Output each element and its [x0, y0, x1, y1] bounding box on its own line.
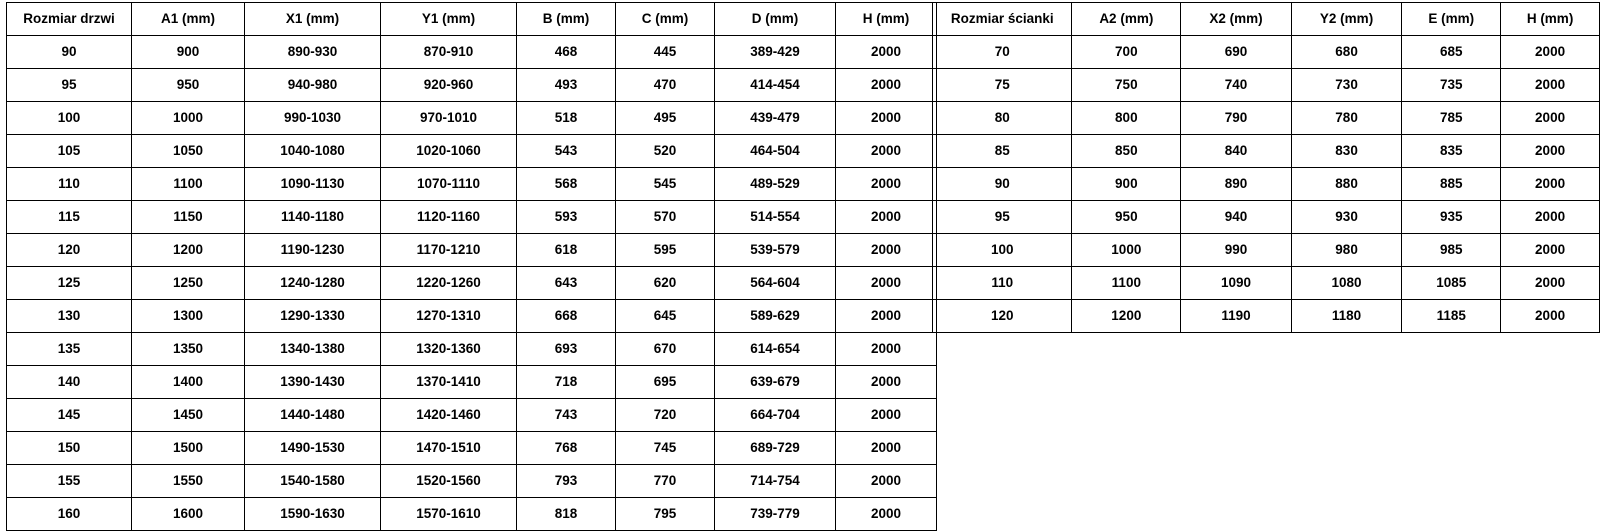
- wall-cell: 985: [1402, 234, 1501, 267]
- wall-cell: 785: [1402, 102, 1501, 135]
- doors-cell: 1150: [132, 201, 245, 234]
- wall-cell: 2000: [1501, 102, 1600, 135]
- wall-cell: 90: [933, 168, 1072, 201]
- doors-cell: 870-910: [381, 36, 517, 69]
- doors-cell: 1490-1530: [245, 432, 381, 465]
- wall-cell: 740: [1181, 69, 1292, 102]
- wall-cell: 690: [1181, 36, 1292, 69]
- wall-cell: 1085: [1402, 267, 1501, 300]
- wall-cell: 80: [933, 102, 1072, 135]
- wall-cell: 930: [1291, 201, 1402, 234]
- table-row: [7, 234, 937, 267]
- wall-cell: 2000: [1501, 234, 1600, 267]
- doors-cell: 2000: [836, 399, 937, 432]
- doors-cell: 795: [616, 498, 715, 531]
- wall-cell: 850: [1072, 135, 1181, 168]
- table-header-row: [933, 3, 1600, 36]
- doors-cell: 1570-1610: [381, 498, 517, 531]
- wall-table-header: [933, 3, 1600, 36]
- wall-cell: 2000: [1501, 267, 1600, 300]
- wall-cell: 940: [1181, 201, 1292, 234]
- wall-cell: 1100: [1072, 267, 1181, 300]
- doors-cell: 970-1010: [381, 102, 517, 135]
- wall-cell: 2000: [1501, 36, 1600, 69]
- doors-cell: 1440-1480: [245, 399, 381, 432]
- table-row: [7, 36, 937, 69]
- doors-cell: 990-1030: [245, 102, 381, 135]
- doors-cell: 2000: [836, 267, 937, 300]
- doors-cell: 1090-1130: [245, 168, 381, 201]
- doors-cell: 2000: [836, 333, 937, 366]
- doors-cell: 2000: [836, 69, 937, 102]
- wall-cell: 830: [1291, 135, 1402, 168]
- doors-cell: 514-554: [715, 201, 836, 234]
- doors-cell: 493: [517, 69, 616, 102]
- table-row: [933, 300, 1600, 333]
- wall-cell: 880: [1291, 168, 1402, 201]
- wall-cell: 700: [1072, 36, 1181, 69]
- doors-cell: 568: [517, 168, 616, 201]
- wall-cell: 835: [1402, 135, 1501, 168]
- doors-cell: 2000: [836, 201, 937, 234]
- doors-column-header: X1 (mm): [245, 3, 381, 36]
- wall-panel-dimensions-table: [932, 2, 1600, 333]
- table-row: [7, 135, 937, 168]
- doors-cell: 470: [616, 69, 715, 102]
- wall-cell: 680: [1291, 36, 1402, 69]
- doors-cell: 1040-1080: [245, 135, 381, 168]
- doors-cell: 135: [7, 333, 132, 366]
- doors-cell: 1300: [132, 300, 245, 333]
- doors-cell: 714-754: [715, 465, 836, 498]
- wall-column-header: X2 (mm): [1181, 3, 1292, 36]
- wall-cell: 1000: [1072, 234, 1181, 267]
- doors-cell: 920-960: [381, 69, 517, 102]
- wall-cell: 100: [933, 234, 1072, 267]
- doors-cell: 90: [7, 36, 132, 69]
- wall-cell: 2000: [1501, 300, 1600, 333]
- doors-cell: 155: [7, 465, 132, 498]
- doors-cell: 468: [517, 36, 616, 69]
- doors-cell: 518: [517, 102, 616, 135]
- doors-cell: 1140-1180: [245, 201, 381, 234]
- doors-cell: 668: [517, 300, 616, 333]
- wall-cell: 790: [1181, 102, 1292, 135]
- doors-cell: 720: [616, 399, 715, 432]
- wall-cell: 1190: [1181, 300, 1292, 333]
- wall-cell: 120: [933, 300, 1072, 333]
- doors-cell: 130: [7, 300, 132, 333]
- wall-cell: 75: [933, 69, 1072, 102]
- doors-cell: 1240-1280: [245, 267, 381, 300]
- doors-cell: 718: [517, 366, 616, 399]
- doors-cell: 125: [7, 267, 132, 300]
- doors-cell: 150: [7, 432, 132, 465]
- table-row: [7, 267, 937, 300]
- table-row: [7, 201, 937, 234]
- wall-cell: 990: [1181, 234, 1292, 267]
- doors-cell: 520: [616, 135, 715, 168]
- table-row: [7, 168, 937, 201]
- table-row: [7, 399, 937, 432]
- doors-cell: 1400: [132, 366, 245, 399]
- doors-cell: 2000: [836, 36, 937, 69]
- doors-cell: 389-429: [715, 36, 836, 69]
- doors-cell: 1070-1110: [381, 168, 517, 201]
- doors-cell: 643: [517, 267, 616, 300]
- doors-cell: 695: [616, 366, 715, 399]
- doors-cell: 593: [517, 201, 616, 234]
- wall-cell: 800: [1072, 102, 1181, 135]
- doors-cell: 140: [7, 366, 132, 399]
- wall-cell: 685: [1402, 36, 1501, 69]
- doors-cell: 1550: [132, 465, 245, 498]
- doors-cell: 1250: [132, 267, 245, 300]
- table-row: [933, 135, 1600, 168]
- doors-cell: 495: [616, 102, 715, 135]
- wall-cell: 70: [933, 36, 1072, 69]
- table-row: [933, 201, 1600, 234]
- doors-cell: 115: [7, 201, 132, 234]
- doors-cell: 818: [517, 498, 616, 531]
- doors-cell: 2000: [836, 432, 937, 465]
- table-row: [933, 168, 1600, 201]
- doors-cell: 1420-1460: [381, 399, 517, 432]
- doors-cell: 2000: [836, 135, 937, 168]
- table-row: [7, 465, 937, 498]
- doors-cell: 2000: [836, 168, 937, 201]
- doors-cell: 2000: [836, 366, 937, 399]
- wall-cell: 885: [1402, 168, 1501, 201]
- doors-column-header: Y1 (mm): [381, 3, 517, 36]
- doors-cell: 950: [132, 69, 245, 102]
- wall-column-header: A2 (mm): [1072, 3, 1181, 36]
- doors-cell: 618: [517, 234, 616, 267]
- doors-cell: 743: [517, 399, 616, 432]
- doors-column-header: D (mm): [715, 3, 836, 36]
- doors-cell: 95: [7, 69, 132, 102]
- doors-cell: 1020-1060: [381, 135, 517, 168]
- table-row: [7, 300, 937, 333]
- doors-cell: 1100: [132, 168, 245, 201]
- table-header-row: [7, 3, 937, 36]
- wall-cell: 950: [1072, 201, 1181, 234]
- doors-cell: 645: [616, 300, 715, 333]
- doors-cell: 940-980: [245, 69, 381, 102]
- doors-cell: 900: [132, 36, 245, 69]
- wall-cell: 840: [1181, 135, 1292, 168]
- doors-cell: 739-779: [715, 498, 836, 531]
- doors-cell: 1050: [132, 135, 245, 168]
- doors-cell: 2000: [836, 300, 937, 333]
- doors-cell: 1370-1410: [381, 366, 517, 399]
- table-row: [7, 333, 937, 366]
- wall-cell: 2000: [1501, 135, 1600, 168]
- doors-cell: 1290-1330: [245, 300, 381, 333]
- table-row: [7, 102, 937, 135]
- doors-dimensions-table: [6, 2, 937, 531]
- doors-column-header: A1 (mm): [132, 3, 245, 36]
- doors-cell: 2000: [836, 102, 937, 135]
- table-row: [7, 366, 937, 399]
- doors-cell: 639-679: [715, 366, 836, 399]
- wall-cell: 780: [1291, 102, 1402, 135]
- doors-cell: 489-529: [715, 168, 836, 201]
- doors-cell: 539-579: [715, 234, 836, 267]
- wall-cell: 110: [933, 267, 1072, 300]
- doors-cell: 1600: [132, 498, 245, 531]
- wall-cell: 1090: [1181, 267, 1292, 300]
- doors-cell: 1270-1310: [381, 300, 517, 333]
- doors-cell: 1350: [132, 333, 245, 366]
- wall-cell: 735: [1402, 69, 1501, 102]
- doors-cell: 414-454: [715, 69, 836, 102]
- doors-cell: 589-629: [715, 300, 836, 333]
- wall-cell: 85: [933, 135, 1072, 168]
- wall-cell: 1180: [1291, 300, 1402, 333]
- wall-cell: 2000: [1501, 168, 1600, 201]
- wall-cell: 935: [1402, 201, 1501, 234]
- doors-cell: 693: [517, 333, 616, 366]
- wall-cell: 730: [1291, 69, 1402, 102]
- doors-cell: 745: [616, 432, 715, 465]
- wall-cell: 2000: [1501, 201, 1600, 234]
- doors-cell: 595: [616, 234, 715, 267]
- doors-cell: 570: [616, 201, 715, 234]
- table-row: [933, 36, 1600, 69]
- doors-column-header: C (mm): [616, 3, 715, 36]
- doors-cell: 1500: [132, 432, 245, 465]
- wall-table-body: [933, 36, 1600, 333]
- wall-column-header: H (mm): [1501, 3, 1600, 36]
- wall-cell: 890: [1181, 168, 1292, 201]
- doors-cell: 689-729: [715, 432, 836, 465]
- doors-cell: 1470-1510: [381, 432, 517, 465]
- doors-cell: 105: [7, 135, 132, 168]
- doors-cell: 614-654: [715, 333, 836, 366]
- wall-column-header: Rozmiar ścianki: [933, 3, 1072, 36]
- doors-cell: 160: [7, 498, 132, 531]
- doors-cell: 890-930: [245, 36, 381, 69]
- doors-column-header: H (mm): [836, 3, 937, 36]
- doors-cell: 620: [616, 267, 715, 300]
- doors-cell: 543: [517, 135, 616, 168]
- table-row: [7, 69, 937, 102]
- doors-cell: 110: [7, 168, 132, 201]
- doors-cell: 1590-1630: [245, 498, 381, 531]
- doors-cell: 545: [616, 168, 715, 201]
- wall-cell: 95: [933, 201, 1072, 234]
- doors-cell: 664-704: [715, 399, 836, 432]
- doors-cell: 1320-1360: [381, 333, 517, 366]
- table-row: [933, 102, 1600, 135]
- doors-cell: 439-479: [715, 102, 836, 135]
- doors-table-body: [7, 36, 937, 531]
- wall-cell: 750: [1072, 69, 1181, 102]
- doors-cell: 2000: [836, 234, 937, 267]
- doors-cell: 2000: [836, 498, 937, 531]
- doors-cell: 1520-1560: [381, 465, 517, 498]
- doors-cell: 768: [517, 432, 616, 465]
- doors-cell: 564-604: [715, 267, 836, 300]
- wall-cell: 1185: [1402, 300, 1501, 333]
- doors-column-header: Rozmiar drzwi: [7, 3, 132, 36]
- doors-cell: 445: [616, 36, 715, 69]
- wall-column-header: E (mm): [1402, 3, 1501, 36]
- table-row: [7, 432, 937, 465]
- doors-cell: 770: [616, 465, 715, 498]
- table-row: [933, 234, 1600, 267]
- doors-cell: 1450: [132, 399, 245, 432]
- doors-cell: 2000: [836, 465, 937, 498]
- doors-cell: 100: [7, 102, 132, 135]
- doors-table-header: [7, 3, 937, 36]
- doors-cell: 145: [7, 399, 132, 432]
- doors-column-header: B (mm): [517, 3, 616, 36]
- wall-cell: 980: [1291, 234, 1402, 267]
- wall-cell: 900: [1072, 168, 1181, 201]
- doors-cell: 1540-1580: [245, 465, 381, 498]
- doors-cell: 1170-1210: [381, 234, 517, 267]
- doors-cell: 793: [517, 465, 616, 498]
- wall-column-header: Y2 (mm): [1291, 3, 1402, 36]
- doors-cell: 1120-1160: [381, 201, 517, 234]
- doors-cell: 1220-1260: [381, 267, 517, 300]
- doors-cell: 464-504: [715, 135, 836, 168]
- doors-cell: 1190-1230: [245, 234, 381, 267]
- doors-cell: 1000: [132, 102, 245, 135]
- table-row: [933, 69, 1600, 102]
- doors-cell: 1340-1380: [245, 333, 381, 366]
- wall-cell: 2000: [1501, 69, 1600, 102]
- doors-cell: 120: [7, 234, 132, 267]
- doors-cell: 1390-1430: [245, 366, 381, 399]
- table-row: [933, 267, 1600, 300]
- wall-cell: 1080: [1291, 267, 1402, 300]
- doors-cell: 1200: [132, 234, 245, 267]
- doors-cell: 670: [616, 333, 715, 366]
- wall-cell: 1200: [1072, 300, 1181, 333]
- table-row: [7, 498, 937, 531]
